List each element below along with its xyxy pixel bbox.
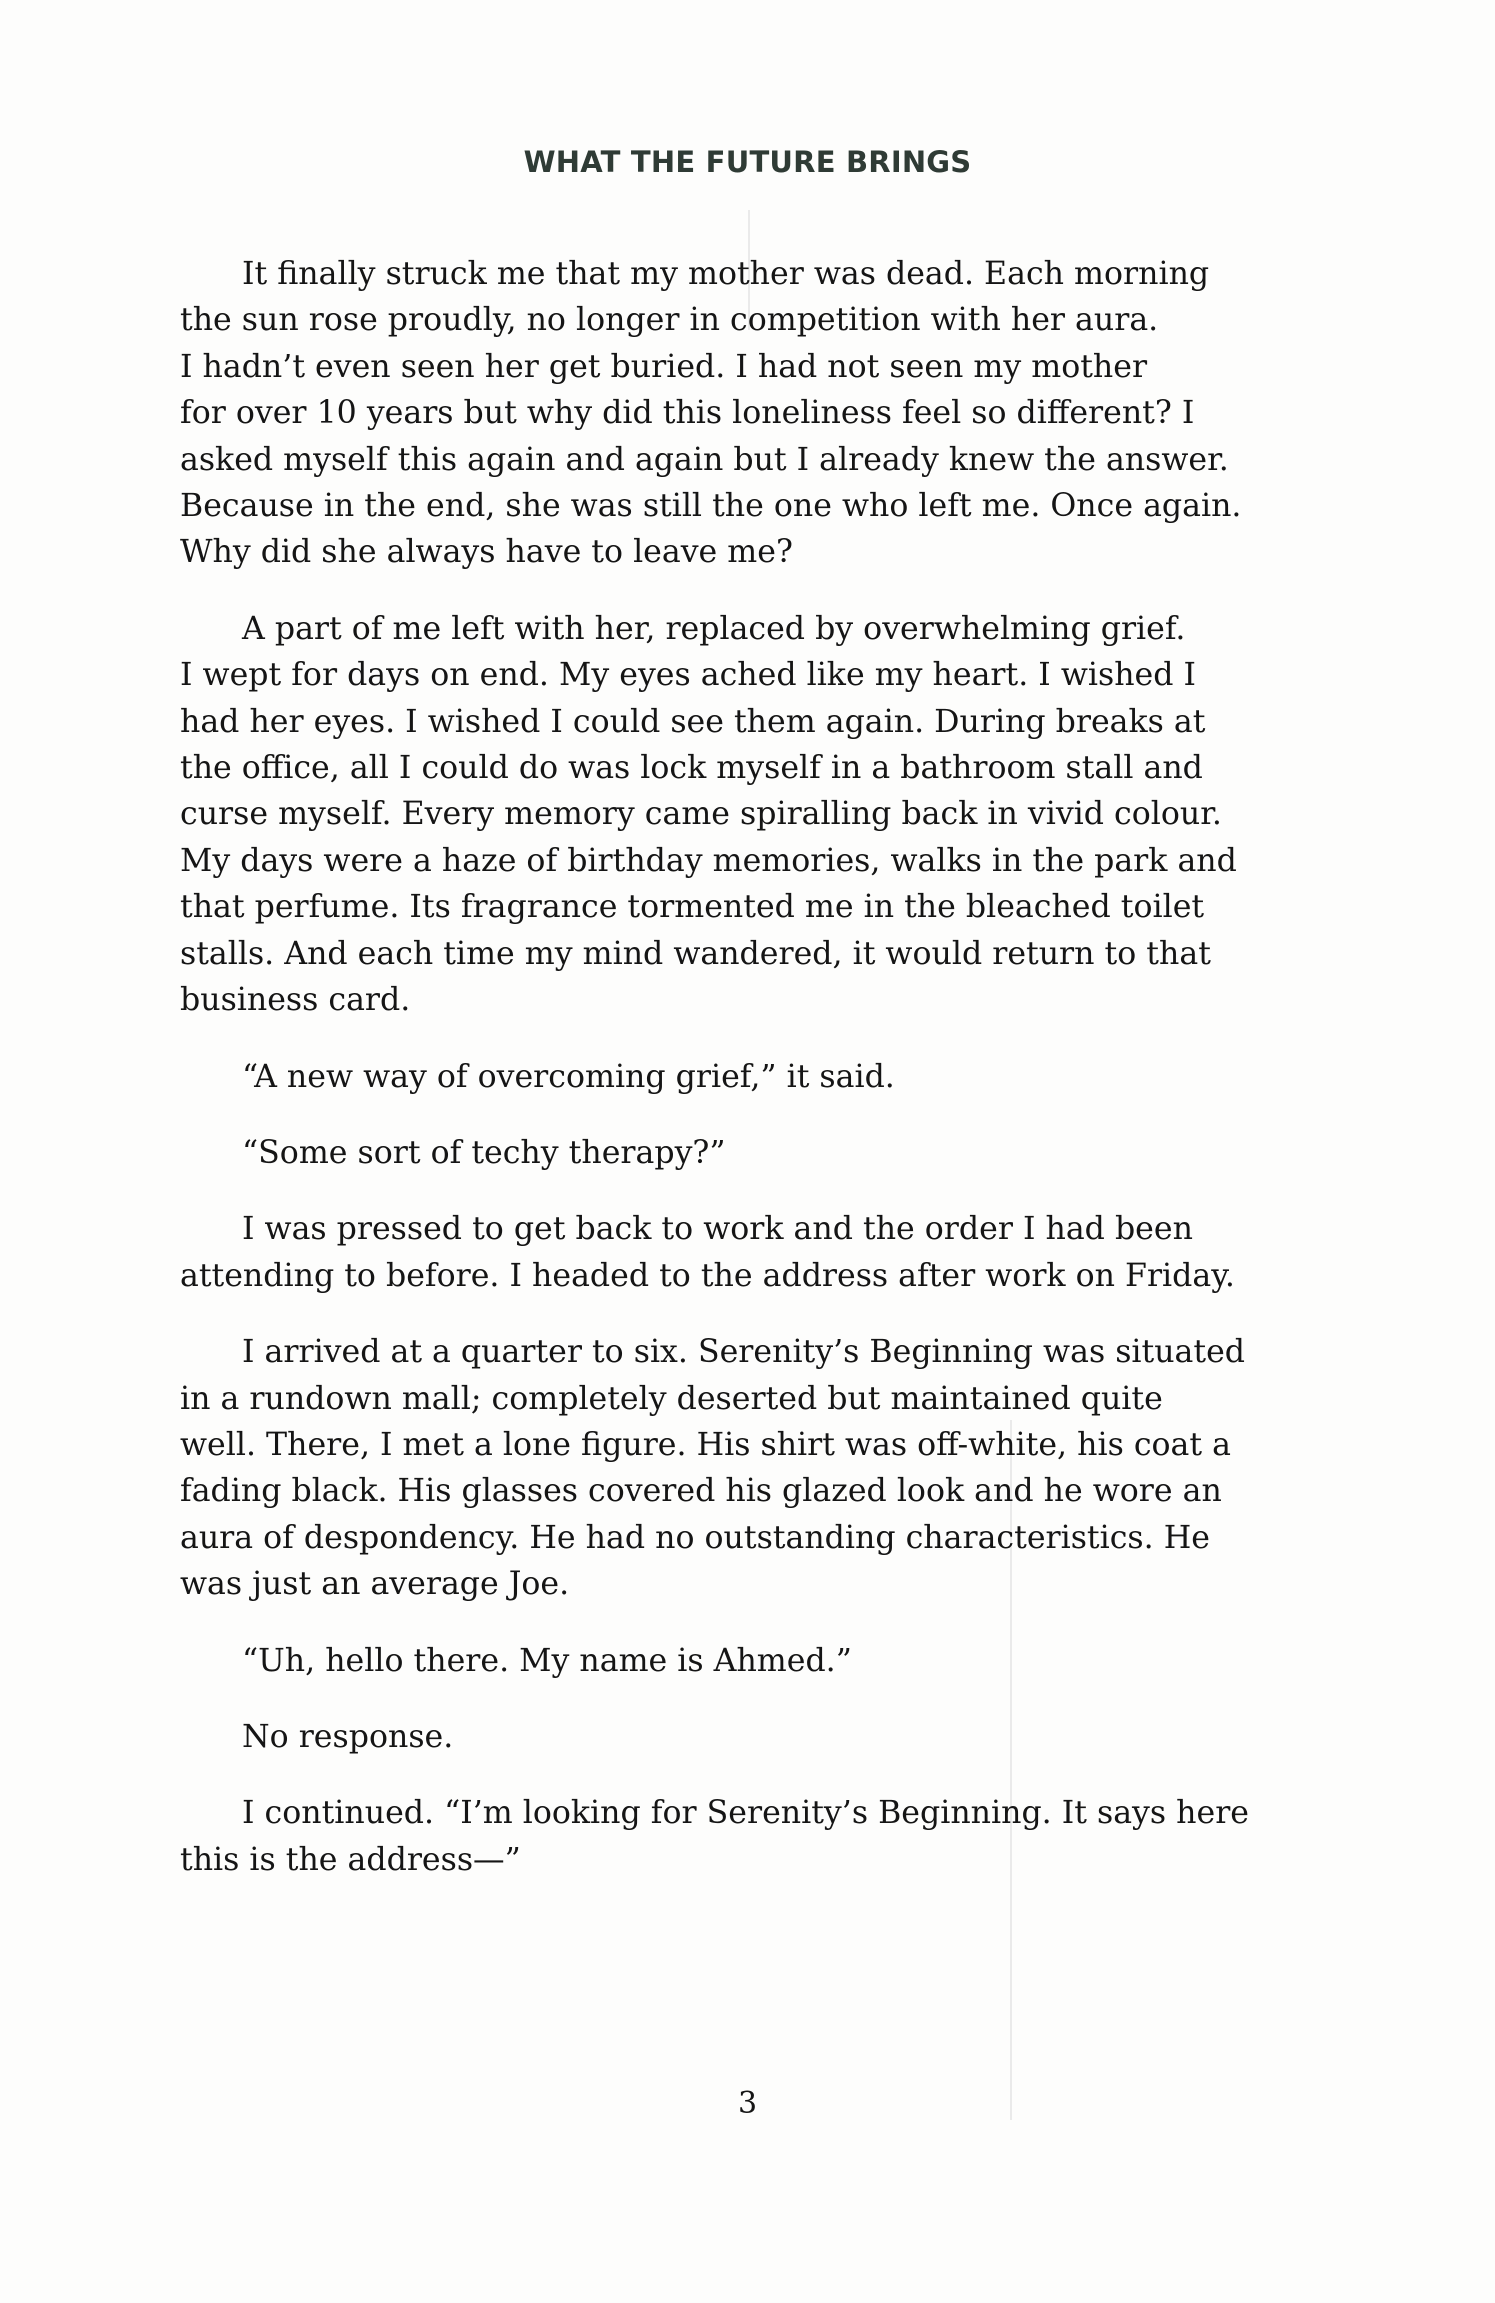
paragraph: I was pressed to get back to work and the order I had been attending to before. I headed to the address after work on Friday. [180,1211,1235,1294]
paragraph: It finally struck me that my mother was dead. Each morning the sun rose proudly, no longer in competition with her aura. I hadn’t even seen her get buried. I had not seen my mother for over 10 years but why did this loneliness feel so different? I asked myself this again and again but I already knew the answer. Because in the end, she was still the one who left me. Once again. Why did she always have to leave me? [180,256,1242,571]
paragraph: “Uh, hello there. My name is Ahmed.” [242,1642,852,1679]
paragraph: “Some sort of techy therapy?” [242,1134,726,1171]
paragraph: A part of me left with her, replaced by overwhelming grief. I wept for days on end. My eyes ached like my heart. I wished I had her eyes. I wished I could see them again. During breaks at the office, all I could do was lock myself in a bathroom stall and curse myself. Every memory came spiralling back in vivid colour. My days were a haze of birthday memories, walks in the park and that perfume. Its fragrance tormented me in the bleached toilet stalls. And each time my mind wandered, it would return to that business card. [180,610,1237,1019]
page-number: 3 [737,2086,758,2121]
paragraph: “A new way of overcoming grief,” it said. [242,1058,895,1095]
running-header: WHAT THE FUTURE BRINGS [523,145,972,179]
paragraph: I continued. “I’m looking for Serenity’s Beginning. It says here this is the address—” [180,1795,1249,1878]
paragraph: I arrived at a quarter to six. Serenity’s Beginning was situated in a rundown mall; completely deserted but maintained quite well. There, I met a lone figure. His shirt was off-white, his coat a fading black. His glasses covered his glazed look and he wore an aura of despondency. He had no outstanding characteristics. He was just an average Joe. [180,1334,1246,1603]
chapter-body [180,251,1315,1913]
paragraph: No response. [242,1718,454,1755]
